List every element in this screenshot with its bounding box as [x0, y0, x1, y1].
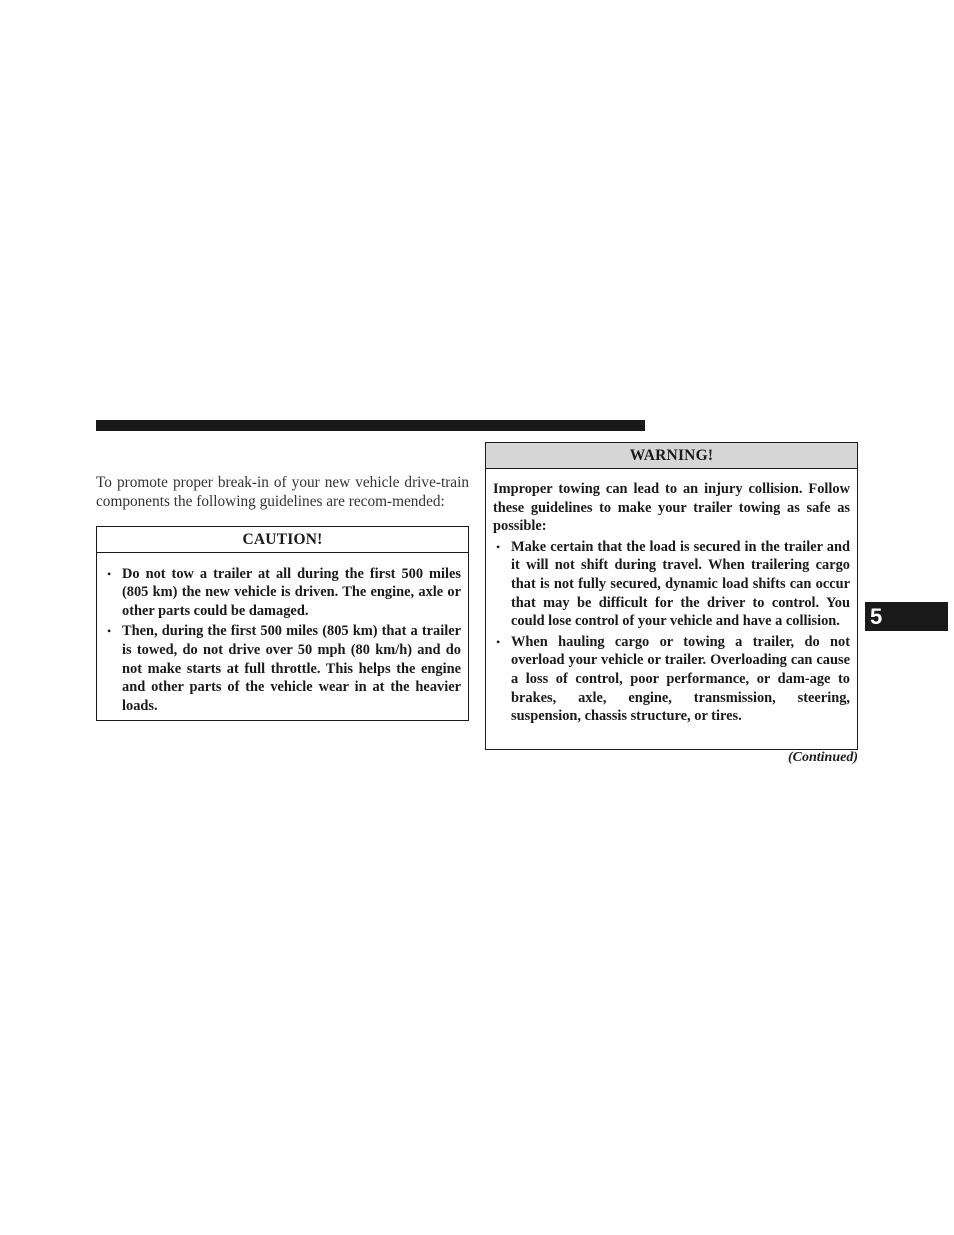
warning-item: • When hauling cargo or towing a trailer, do not overload your vehicle or trailer. Overloading can cause a loss of control, poor performance, or dam-age to brakes, axle, engine, transmission, steering, suspension, chassis structure, or tires.: [496, 633, 850, 725]
intro-paragraph: To promote proper break-in of your new vehicle drive-train components the following guidelines are recom-mended:: [96, 474, 469, 511]
warning-lead: Improper towing can lead to an injury collision. Follow these guidelines to make your trailer towing as safe as possible:: [493, 481, 850, 535]
warning-box: [485, 442, 858, 750]
continued-label: (Continued): [787, 750, 858, 765]
chapter-tab: 5: [865, 602, 948, 631]
section-header-rule: [96, 420, 645, 431]
warning-title: WARNING!: [486, 443, 857, 469]
caution-item: • Then, during the first 500 miles (805 km) that a trailer is towed, do not drive over 50 mph (80 km/h) and do not make starts at full throttle. This helps the engine and other parts of the vehicle wear in at the heavier loads.: [107, 623, 461, 714]
bullet-icon: •: [107, 624, 112, 639]
caution-item: • Do not tow a trailer at all during the first 500 miles (805 km) the new vehicle is driven. The engine, axle or other parts could be damaged.: [107, 565, 461, 619]
caution-box: [96, 526, 469, 721]
caution-title: CAUTION!: [97, 527, 468, 553]
warning-item: • Make certain that the load is secured in the trailer and it will not shift during travel. When trailering cargo that is not fully secured, dynamic load shifts can occur that may be difficult for the driver to control. You could lose control of your vehicle and have a collision.: [496, 538, 850, 630]
bullet-icon: •: [496, 634, 501, 649]
bullet-icon: •: [496, 539, 501, 554]
bullet-icon: •: [107, 566, 112, 581]
caution-body: [97, 553, 468, 716]
warning-list: [493, 538, 850, 727]
warning-body: [486, 469, 857, 726]
caution-list: [104, 565, 461, 716]
